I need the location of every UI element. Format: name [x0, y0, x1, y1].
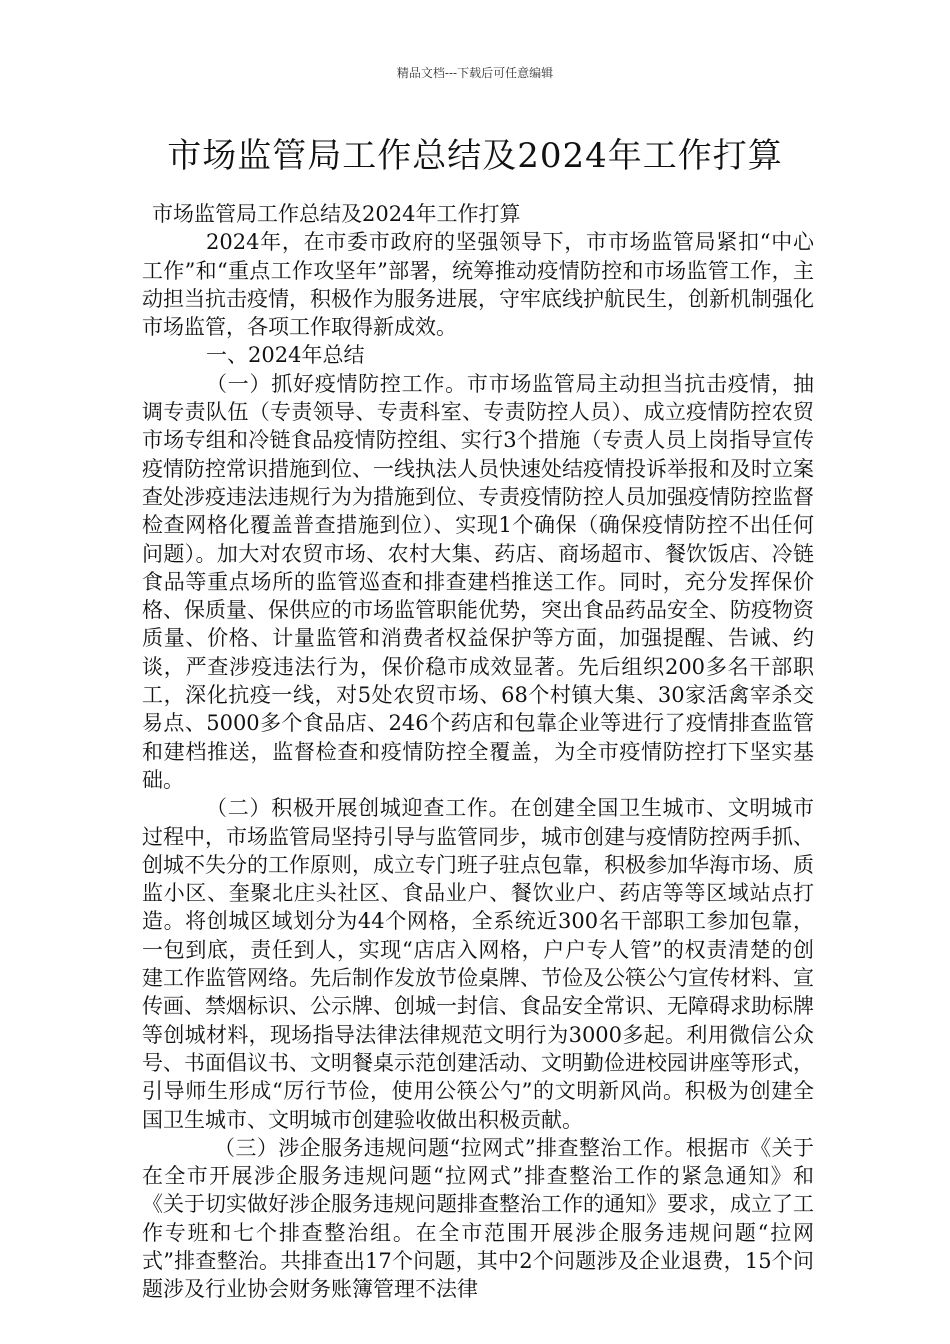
paragraph-section-2: （二）积极开展创城迎查工作。在创建全国卫生城市、文明城市过程中，市场监管局坚持引导与监管同步，城市创建与疫情防控两手抓、创城不失分的工作原则，成立专门班子驻点包靠，积极参加华海市场、质监小区、奎聚北庄头社区、食品业户、餐饮业户、药店等等区域站点打造。将创城区域划分为44个网格，全系统近300名干部职工参加包靠，一包到底，责任到人，实现“店店入网格，户户专人管”的权责清楚的创建工作监管网络。先后制作发放节俭桌牌、节俭及公筷公勺宣传材料、宣传画、禁烟标识、公示牌、创城一封信、食品安全常识、无障碍求助标牌等创城材料，现场指导法律法律规范文明行为3000多起。利用微信公众号、书面倡议书、文明餐桌示范创建活动、文明勤俭进校园讲座等形式，引导师生形成“厉行节俭，使用公筷公勺”的文明新风尚。积极为创建全国卫生城市、文明城市创建验收做出积极贡献。	[142, 796, 814, 1132]
document-title: 市场监管局工作总结及2024年工作打算	[167, 136, 783, 176]
header-note: 精品文档---下载后可任意编辑	[396, 66, 554, 80]
section-heading: 一、2024年总结	[206, 343, 365, 368]
paragraph-subtitle: 市场监管局工作总结及2024年工作打算	[152, 202, 521, 226]
document-body	[142, 200, 814, 1304]
paragraph-section-3: （三）涉企服务违规问题“拉网式”排查整治工作。根据市《关于在全市开展涉企服务违规问题“拉网式”排查整治工作的紧急通知》和《关于切实做好涉企服务违规问题排查整治工作的通知》要求，成立了工作专班和七个排查整治组。在全市范围开展涉企服务违规问题“拉网式”排查整治。共排查出17个问题，其中2个问题涉及企业退费，15个问题涉及行业协会财务账簿管理不法律	[142, 1135, 814, 1302]
paragraph-intro: 2024年，在市委市政府的坚强领导下，市市场监管局紧扣“中心工作”和“重点工作攻坚年”部署，统筹推动疫情防控和市场监管工作，主动担当抗击疫情，积极作为服务进展，守牢底线护航民生，创新机制强化市场监管，各项工作取得新成效。	[142, 230, 814, 340]
paragraph-section-1: （一）抓好疫情防控工作。市市场监管局主动担当抗击疫情，抽调专责队伍（专责领导、专责科室、专责防控人员）、成立疫情防控农贸市场专组和冷链食品疫情防控组、实行3个措施（专责人员上岗指导宣传疫情防控常识措施到位、一线执法人员快速处结疫情投诉举报和及时立案查处涉疫违法违规行为为措施到位、专责疫情防控人员加强疫情防控监督检查网格化覆盖普查措施到位）、实现1个确保（确保疫情防控不出任何问题）。加大对农贸市场、农村大集、药店、商场超市、餐饮饭店、冷链食品等重点场所的监管巡查和排查建档推送工作。同时，充分发挥保价格、保质量、保供应的市场监管职能优势，突出食品药品安全、防疫物资质量、价格、计量监管和消费者权益保护等方面，加强提醒、告诫、约谈，严查涉疫违法行为，保价稳市成效显著。先后组织200多名干部职工，深化抗疫一线，对5处农贸市场、68个村镇大集、30家活禽宰杀交易点、5000多个食品店、246个药店和包靠企业等进行了疫情排查监管和建档推送，监督检查和疫情防控全覆盖，为全市疫情防控打下坚实基础。	[142, 371, 814, 792]
